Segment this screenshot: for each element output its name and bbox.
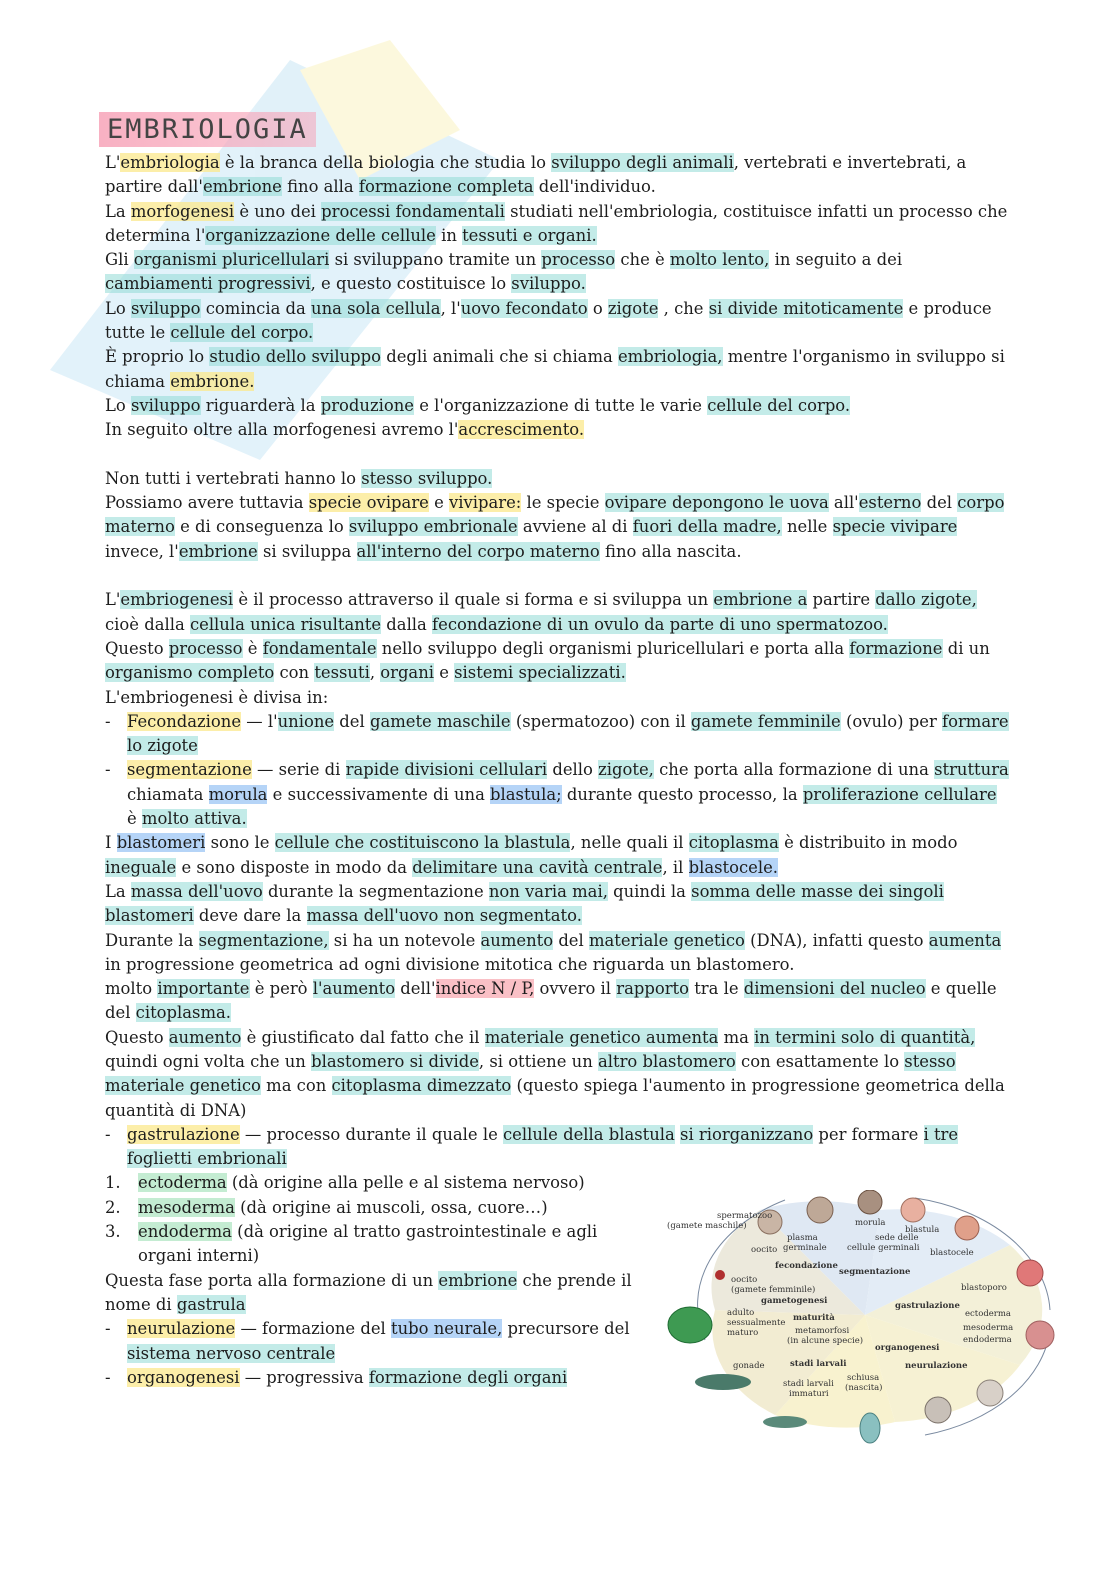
label-maturo: maturo <box>727 1328 759 1338</box>
label-gonade: gonade <box>733 1361 765 1371</box>
paragraph-vertebrati: Non tutti i vertebrati hanno lo stesso sviluppo. <box>105 468 493 488</box>
paragraph-pluricellulari: Gli organismi pluricellulari si sviluppano tramite un processo che è molto lento, in seguito a dei cambiamenti progressivi, e questo costituisce lo sviluppo. <box>105 250 903 294</box>
tadpole-larva <box>695 1374 751 1390</box>
label-mesoderma: mesoderma <box>963 1323 1014 1333</box>
embryo-cell <box>925 1397 951 1423</box>
label-gamete-maschile: (gamete maschile) <box>667 1221 747 1231</box>
paragraph-definition: L'embriologia è la branca della biologia che studia lo sviluppo degli animali, vertebrati e invertebrati, a partire dall'embrione fino alla formazione completa dell'individuo. <box>105 153 967 197</box>
paragraph-materiale-genetico: Durante la segmentazione, si ha un notevole aumento del materiale genetico (DNA), infatti questo aumenta in progressione geometrica ad ogni divisione mitotica che riguarda un blastomero. <box>105 930 1002 974</box>
label-gastrulazione: gastrulazione <box>895 1301 960 1311</box>
label-sede-delle: sede delle <box>875 1233 919 1243</box>
label-oocito-2: oocito <box>731 1275 758 1285</box>
label-segmentazione: segmentazione <box>839 1267 911 1277</box>
paragraph-morfogenesi: La morfogenesi è uno dei processi fondamentali studiati nell'embriologia, costituisce infatti un processo che determina l'organizzazione delle cellule in tessuti e organi. <box>105 201 1008 245</box>
list-item-fecondazione: - Fecondazione — l'unione del gamete maschile (spermatozoo) con il gamete femminile (ovulo) per formare lo zigote <box>105 711 1009 756</box>
numbered-item-endoderma: 3. endoderma (dà origine al tratto gastrointestinale e agli organi interni) <box>105 1222 598 1266</box>
neurula-cell <box>977 1380 1003 1406</box>
list-item-gastrulazione: - gastrulazione — processo durante il quale le cellule della blastula si riorganizzano per formare i tre foglietti embrionali <box>105 1124 959 1169</box>
paragraph-massa-uovo: La massa dell'uovo durante la segmentazione non varia mai, quindi la somma delle masse dei singoli blastomeri deve dare la massa dell'uovo non segmentato. <box>105 881 944 926</box>
label-organogenesi: organogenesi <box>875 1343 940 1353</box>
list-item-segmentazione: - segmentazione — serie di rapide divisioni cellulari dello zigote, che porta alla formazione di una struttura chiamata morula e successivamente di una blastula; durante questo processo, la proliferazione cellulare è molto attiva. <box>105 760 1009 829</box>
label-stadi-larvali-immaturi-2: immaturi <box>789 1389 829 1399</box>
label-in-alcune-specie: (in alcune specie) <box>787 1336 864 1346</box>
blastocele-cell <box>955 1216 979 1240</box>
label-metamorfosi: metamorfosi <box>795 1326 850 1336</box>
label-gamete-femminile: (gamete femminile) <box>731 1285 816 1295</box>
fecondazione-cell <box>807 1197 833 1223</box>
label-maturita: maturità <box>793 1313 835 1323</box>
label-blastoporo: blastoporo <box>961 1283 1007 1293</box>
paragraph-embriogenesi: L'embriogenesi è il processo attraverso il quale si forma e si sviluppa un embrione a partire dallo zigote, cioè dalla cellula unica risultante dalla fecondazione di un ovulo da parte di uno spermatozoo. <box>105 590 977 634</box>
numbered-item-mesoderma: 2. mesoderma (dà origine ai muscoli, ossa, cuore…) <box>105 1197 548 1217</box>
list-item-organogenesi: - organogenesi — progressiva formazione degli organi <box>105 1367 568 1387</box>
frog-adult <box>668 1307 712 1343</box>
blastula-cell <box>901 1198 925 1222</box>
page-title: EMBRIOLOGIA <box>99 112 316 147</box>
paragraph-gastrula: Questa fase porta alla formazione di un embrione che prende il nome di gastrula <box>105 1270 632 1314</box>
paragraph-blastomeri: I blastomeri sono le cellule che costituiscono la blastula, nelle quali il citoplasma è distribuito in modo ineguale e sono disposte in modo da delimitare una cavità centrale, il blastocele. <box>105 833 958 877</box>
paragraph-accrescimento: In seguito oltre alla morfogenesi avremo l'accrescimento. <box>105 420 585 440</box>
blastoporo-cell <box>1017 1260 1043 1286</box>
paragraph-produzione: Lo sviluppo riguarderà la produzione e l'organizzazione di tutte le varie cellule del corpo. <box>105 395 851 415</box>
label-nascita: (nascita) <box>845 1383 883 1393</box>
paragraph-indice-np: molto importante è però l'aumento dell'indice N / P, ovvero il rapporto tra le dimensioni del nucleo e quelle del citoplasma. <box>105 979 997 1023</box>
label-endoderma: endoderma <box>963 1335 1012 1345</box>
label-spermatozoo: spermatozoo <box>717 1211 773 1221</box>
label-oocito-1: oocito <box>751 1245 778 1255</box>
label-germinale: germinale <box>783 1243 827 1253</box>
morula-cell <box>858 1190 882 1214</box>
numbered-item-ectoderma: 1. ectoderma (dà origine alla pelle e al sistema nervoso) <box>105 1173 585 1193</box>
label-blastocele: blastocele <box>930 1248 974 1258</box>
tadpole-immature <box>763 1416 807 1428</box>
paragraph-ovipare-vivipare: Possiamo avere tuttavia specie ovipare e vivipare: le specie ovipare depongono le uova all'esterno del corpo materno e di conseguenza lo sviluppo embrionale avviene al di fuori della madre, nelle specie vivipare invece, l'embrione si sviluppa all'interno del corpo materno fino alla nascita. <box>105 493 1005 561</box>
label-sessualmente: sessualmente <box>727 1318 786 1328</box>
label-plasma: plasma <box>787 1233 818 1243</box>
paragraph-divisa-in: L'embriogenesi è divisa in: <box>105 687 329 707</box>
lower-column <box>105 1171 650 1390</box>
label-fecondazione: fecondazione <box>775 1261 838 1271</box>
paragraph-processo-fondamentale: Questo processo è fondamentale nello sviluppo degli organismi pluricellulari e porta alla formazione di un organismo completo con tessuti, organi e sistemi specializzati. <box>105 638 990 683</box>
label-blastula: blastula <box>905 1225 940 1235</box>
label-stadi-larvali: stadi larvali <box>790 1359 847 1369</box>
label-cellule-germinali: cellule germinali <box>847 1243 920 1253</box>
label-neurulazione: neurulazione <box>905 1361 968 1371</box>
paragraph-zigote: Lo sviluppo comincia da una sola cellula, l'uovo fecondato o zigote , che si divide mitoticamente e produce tutte le cellule del corpo. <box>105 298 992 343</box>
paragraph-studio-sviluppo: È proprio lo studio dello sviluppo degli animali che si chiama embriologia, mentre l'organismo in sviluppo si chiama embrione. <box>105 347 1005 391</box>
life-cycle-diagram <box>665 1190 1065 1445</box>
label-gametogenesi: gametogenesi <box>761 1296 828 1306</box>
list-item-neurulazione: - neurulazione — formazione del tubo neurale, precursore del sistema nervoso centrale <box>105 1319 630 1363</box>
oocito-red-cell <box>715 1270 725 1280</box>
label-adulto: adulto <box>727 1308 755 1318</box>
label-ectoderma: ectoderma <box>965 1309 1011 1319</box>
label-schiusa: schiusa <box>847 1373 880 1383</box>
paragraph-aumento: Questo aumento è giustificato dal fatto che il materiale genetico aumenta ma in termini solo di quantità, quindi ogni volta che un blastomero si divide, si ottiene un altro blastomero con esattamente lo stesso materiale genetico ma con citoplasma dimezzato (questo spiega l'aumento in progressione geometrica della quantità di DNA) <box>105 1027 1005 1120</box>
label-morula: morula <box>855 1218 886 1228</box>
larva-hatching <box>860 1413 880 1443</box>
gastrula-cell <box>1026 1321 1054 1349</box>
label-stadi-larvali-immaturi-1: stadi larvali <box>783 1379 834 1389</box>
